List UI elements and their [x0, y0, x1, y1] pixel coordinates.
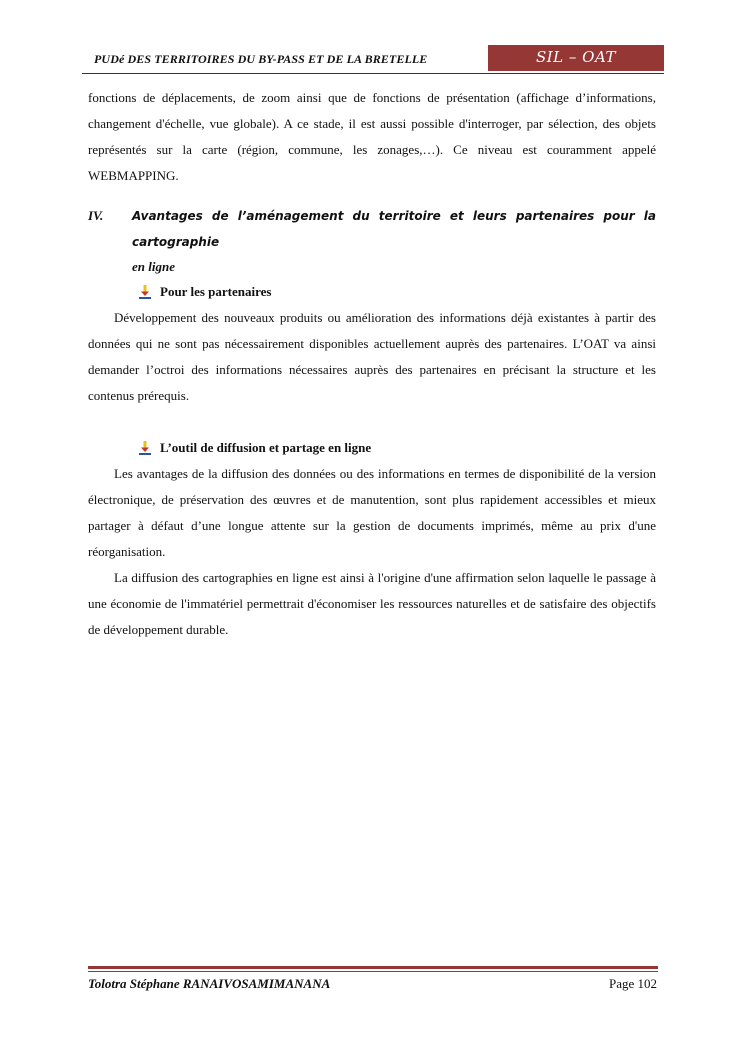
arrow-down-bullet-icon [138, 285, 152, 299]
footer-rule-thin [88, 971, 658, 972]
header-title: PUDé DES TERRITOIRES DU BY-PASS ET DE LA BRETELLE [94, 52, 428, 66]
page-header [82, 43, 664, 73]
diffusion-paragraph-2: La diffusion des cartographies en ligne est ainsi à l'origine d'une affirmation selon laquelle le passage à une économie de l'immatériel permettrait d'économiser les ressources naturelles et de satisfaire des objectifs de développement durable. [88, 570, 656, 637]
bullet-heading-diffusion [138, 435, 656, 461]
section-heading [88, 203, 656, 279]
diffusion-paragraph-1: Les avantages de la diffusion des données ou des informations en termes de disponibilité de la version électronique, de préservation des œuvres et de manutention, sont plus rapidement accessibles et mieux partager à défaut d’une longue attente sur la gestion de documents imprimés, même au prix d'une réorganisation. [88, 466, 656, 559]
partners-paragraph: Développement des nouveaux produits ou amélioration des informations déjà existantes à partir des données qui ne sont pas nécessairement disponibles actuellement auprès des partenaires. L’OAT va ainsi demander l’octroi des informations nécessaires auprès des partenaires en précisant la structure et les contenus prérequis. [88, 310, 656, 403]
bullet-title: L’outil de diffusion et partage en ligne [160, 440, 372, 455]
section-number: IV. [88, 208, 104, 223]
intro-paragraph: fonctions de déplacements, de zoom ainsi que de fonctions de présentation (affichage d’informations, changement d'échelle, vue globale). A ce stade, il est aussi possible d'interroger, par sélection, des objets représentés sur la carte (région, commune, les zonages,…). Ce niveau est couramment appelé WEBMAPPING. [88, 90, 656, 183]
bullet-title: Pour les partenaires [160, 284, 272, 299]
section-title-line1: Avantages de l’aménagement du territoire et leurs partenaires pour la cartographie [132, 209, 656, 249]
bullet-heading-partners [138, 279, 656, 305]
footer-author: Tolotra Stéphane RANAIVOSAMIMANANA [88, 976, 331, 991]
document-body [88, 85, 656, 643]
arrow-down-bullet-icon [138, 441, 152, 455]
header-tag: SIL – OAT [488, 45, 664, 71]
spacer [88, 409, 656, 435]
page-number: Page 102 [608, 976, 657, 991]
footer-rule-thick [88, 966, 658, 969]
section-title-line2: en ligne [132, 259, 175, 274]
header-rule [82, 73, 664, 74]
